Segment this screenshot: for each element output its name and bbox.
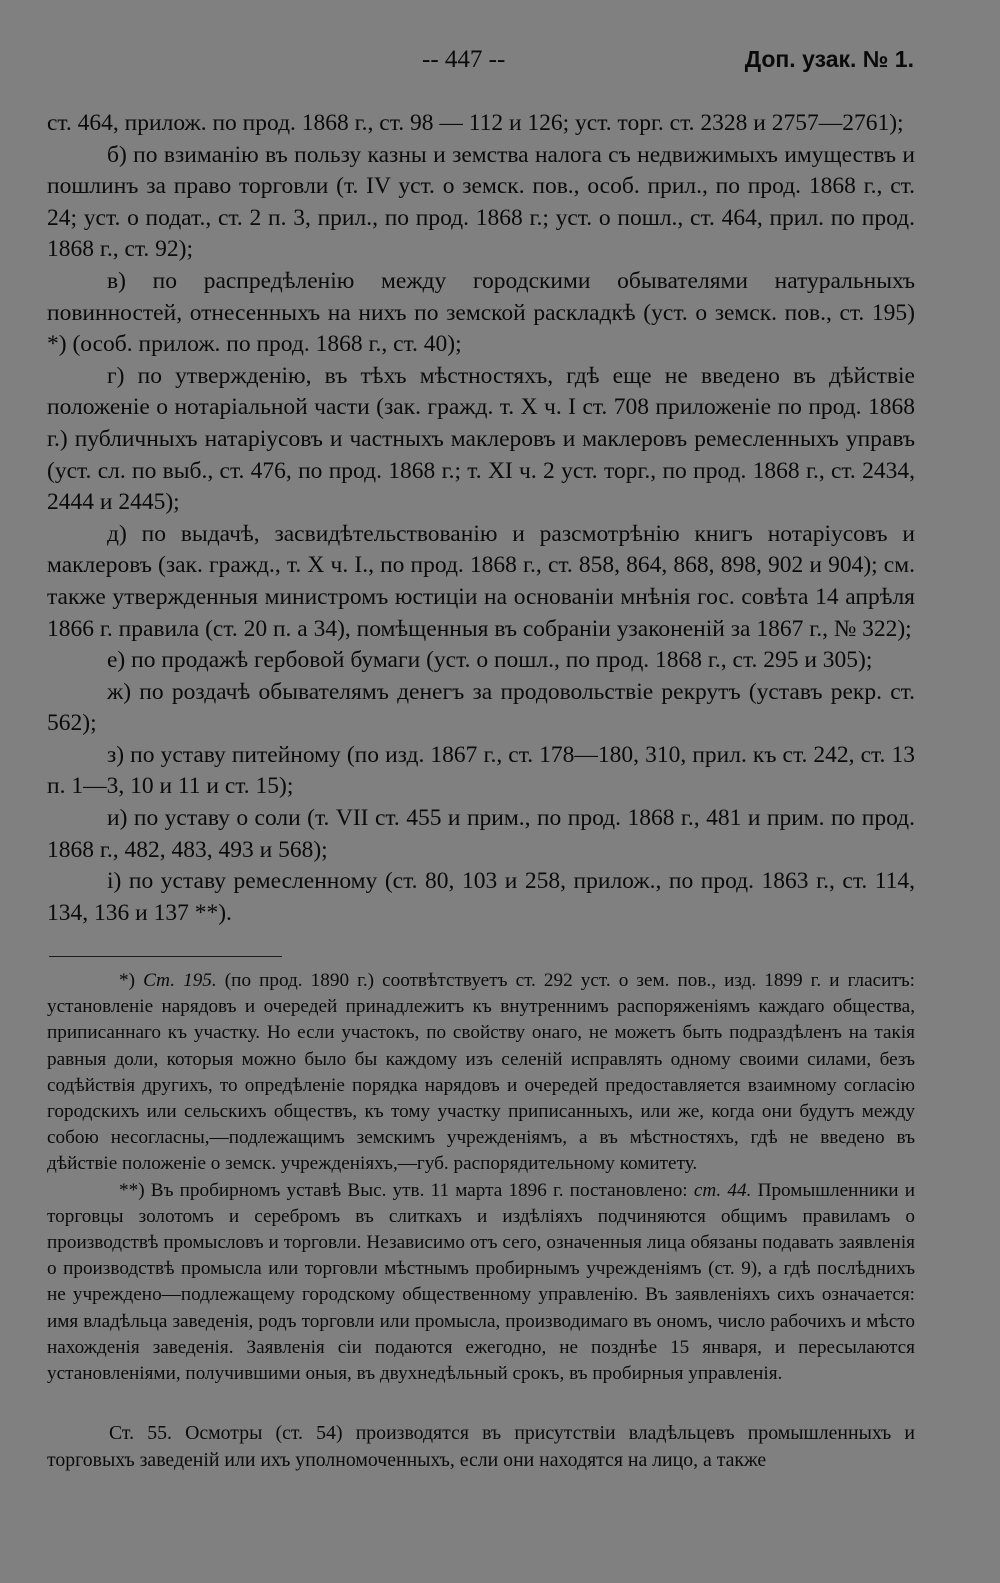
footnote-1-marker: *) (119, 970, 135, 991)
paragraph-continuation: ст. 464, прилож. по прод. 1868 г., ст. 98 — 112 и 126; уст. торг. ст. 2328 и 2757—2761); (47, 110, 904, 136)
paragraph-b: б) по взиманію въ пользу казны и земства налога съ недвижимыхъ имуществъ и пошлинъ за право торговли (т. IV уст. о земск. пов., особ. прил., по прод. 1868 г., ст. 24; уст. о подат., ст. 2 п. 3, прил., по прод. 1868 г.; уст. о пошл., ст. 464, прил. по прод. 1868 г., ст. 92); (47, 141, 915, 263)
main-text (47, 108, 915, 929)
paragraph-v: в) по распредѣленію между городскими обывателями натуральныхъ повинностей, отнесенныхъ на нихъ по земской раскладкѣ (уст. о земск. пов., ст. 195) *) (особ. прилож. по прод. 1868 г., ст. 40); (47, 267, 915, 358)
page-header (0, 46, 1000, 80)
paragraph-e: е) по продажѣ гербовой бумаги (уст. о пошл., по прод. 1868 г., ст. 295 и 305); (107, 647, 873, 674)
footnote-2-text-b: Промышленники и торговцы золотомъ и серебромъ въ слиткахъ и издѣліяхъ подчиняются общимъ правиламъ о производствѣ промысловъ и торговли. Независимо отъ сего, означенныя лица обязаны подавать заявленія о производствѣ промысла или торговли мѣстнымъ пробирнымъ учрежденіямъ (ст. 9), а гдѣ послѣднихъ не учреждено—подлежащему городскому общественному управленію. Въ заявленіяхъ сихъ означается: имя владѣльца заведенія, родъ торговли или промысла, производимаго въ ономъ, число рабочихъ и мѣсто нахожденія заведенія. Заявленія сіи подаются ежегодно, не позднѣе 15 января, и пересылаются установленіями, получившими оныя, въ двухнедѣльный срокъ, въ пробирныя управленія. (47, 1179, 916, 1385)
footnote-2 (47, 1178, 915, 1388)
footnote-2-text-a: Въ пробирномъ уставѣ Выс. утв. 11 марта 1896 г. постановлено: (150, 1179, 688, 1201)
footnote-1-text: (по прод. 1890 г.) соотвѣтствуетъ ст. 292 уст. о зем. пов., изд. 1899 г. и гласитъ: установленіе нарядовъ и очередей принадлежитъ къ внутреннимъ распоряженіямъ каждаго общества, приписаннаго къ участку. Но если участокъ, по свойству онаго, не можетъ быть подраздѣленъ на такія равныя доли, которыя можно было бы каждому изъ селеній исправлять одному своими силами, безъ содѣйствія другихъ, то опредѣленіе порядка нарядовъ и очередей предоставляется взаимному согласію городскихъ или сельскихъ обществъ, къ тому участку приписанныхъ, или же, когда они будутъ между собою несогласны,—подлежащимъ земскимъ учрежденіямъ, а въ мѣстностяхъ, гдѣ не введено въ дѣйствіе положеніе о земск. учрежденіяхъ,—губ. распорядительному комитету. (47, 970, 916, 1175)
paragraph-i: и) по уставу о соли (т. VII ст. 455 и прим., по прод. 1868 г., 481 и прим. по прод. 1868 г., 482, 483, 493 и 568); (47, 805, 915, 863)
article-55: Ст. 55. Осмотры (ст. 54) производятся въ присутствіи владѣльцевъ промышленныхъ и торговыхъ заведеній или ихъ уполномоченныхъ, если они находятся на лицо, а также (47, 1422, 915, 1471)
footnotes (47, 968, 915, 1387)
page-number: -- 447 -- (422, 46, 506, 73)
footnote-1-ref: Ст. 195. (143, 970, 217, 991)
footnote-1 (47, 968, 915, 1178)
paragraph-g: г) по утвержденію, въ тѣхъ мѣстностяхъ, гдѣ еще не введено въ дѣйствіе положеніе о нотаріальной части (зак. гражд. т. X ч. I ст. 708 приложеніе по прод. 1868 г.) публичныхъ натаріусовъ и частныхъ маклеровъ и маклеровъ ремесленныхъ управъ (уст. сл. по выб., ст. 476, по прод. 1868 г.; т. XI ч. 2 уст. торг., по прод. 1868 г., ст. 2434, 2444 и 2445); (47, 362, 915, 516)
paragraph-z: з) по уставу питейному (по изд. 1867 г., ст. 178—180, 310, прил. къ ст. 242, ст. 13 п. 1—3, 10 и 11 и ст. 15); (47, 741, 915, 800)
paragraph-i-dot: і) по уставу ремесленному (ст. 80, 103 и 258, прилож., по прод. 1863 г., ст. 114, 134, 136 и 137 **). (47, 868, 915, 926)
section-label: Доп. узак. № 1. (744, 46, 914, 72)
footnote-2-ref: ст. 44. (693, 1179, 752, 1201)
footnote-divider (49, 956, 282, 957)
paragraph-d: д) по выдачѣ, засвидѣтельствованію и разсмотрѣнію книгъ нотаріусовъ и маклеровъ (зак. гражд., т. X ч. I., по прод. 1868 г., ст. 858, 864, 868, 898, 902 и 904); см. также утвержденныя министромъ юстиціи на основаніи мнѣнія гос. совѣта 14 апрѣля 1866 г. правила (ст. 20 п. а 34), помѣщенныя въ собраніи узаконеній за 1867 г., № 322); (47, 520, 915, 642)
footnote-2-marker: **) (119, 1179, 145, 1201)
paragraph-zh: ж) по роздачѣ обывателямъ денегъ за продовольствіе рекрутъ (уставъ рекр. ст. 562); (47, 678, 915, 737)
continuation-text (47, 1420, 915, 1474)
